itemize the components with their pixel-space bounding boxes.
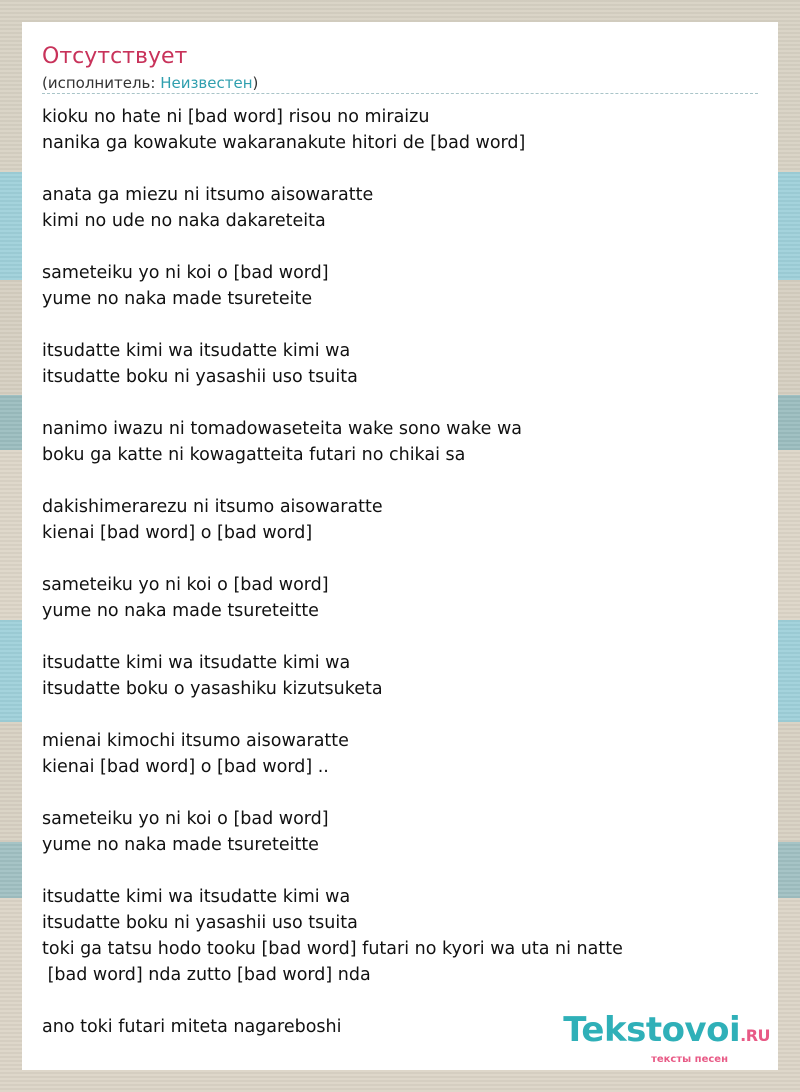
lyric-line: kimi no ude no naka dakareteita [42, 211, 326, 231]
stanza-break [42, 702, 758, 728]
artist-line [42, 74, 258, 92]
lyric-line: kienai [bad word] o [bad word] [42, 523, 313, 543]
lyrics-card [22, 22, 778, 1070]
lyric-line: boku ga katte ni kowagatteita futari no chikai sa [42, 445, 466, 465]
stanza-break [42, 858, 758, 884]
header-divider [42, 93, 758, 94]
stanza-break [42, 780, 758, 806]
lyric-line: yume no naka made tsureteitte [42, 601, 319, 621]
lyric-line: sameteiku yo ni koi o [bad word] [42, 263, 329, 283]
site-logo[interactable] [560, 1010, 770, 1065]
logo-tagline: тексты песен [651, 1054, 728, 1065]
lyric-line: itsudatte kimi wa itsudatte kimi wa [42, 653, 351, 673]
song-title: Отсутствует [42, 44, 188, 69]
lyric-line: [bad word] nda zutto [bad word] nda [42, 965, 371, 985]
artist-prefix: (исполнитель: [42, 74, 161, 92]
logo-wordmark [560, 1012, 770, 1054]
lyric-line: sameteiku yo ni koi o [bad word] [42, 575, 329, 595]
lyric-line: nanika ga kowakute wakaranakute hitori de [bad word] [42, 133, 526, 153]
logo-main-text: Tekstovoi [563, 1010, 741, 1050]
stanza-break [42, 156, 758, 182]
lyric-line: toki ga tatsu hodo tooku [bad word] futari no kyori wa uta ni natte [42, 939, 623, 959]
lyric-line: nanimo iwazu ni tomadowaseteita wake sono wake wa [42, 419, 523, 439]
lyric-line: yume no naka made tsureteite [42, 289, 313, 309]
stanza-break [42, 546, 758, 572]
lyric-line: kioku no hate ni [bad word] risou no miraizu [42, 107, 430, 127]
logo-tld: .RU [740, 1026, 770, 1045]
lyric-line: itsudatte boku o yasashiku kizutsuketa [42, 679, 383, 699]
lyric-line: mienai kimochi itsumo aisowaratte [42, 731, 349, 751]
lyric-line: ano toki futari miteta nagareboshi [42, 1017, 342, 1037]
lyric-line: dakishimerarezu ni itsumo aisowaratte [42, 497, 383, 517]
lyric-line: anata ga miezu ni itsumo aisowaratte [42, 185, 374, 205]
lyric-line: itsudatte boku ni yasashii uso tsuita [42, 367, 358, 387]
lyrics-body [42, 104, 758, 1040]
stanza-break [42, 234, 758, 260]
lyric-line: sameteiku yo ni koi o [bad word] [42, 809, 329, 829]
lyric-line: itsudatte kimi wa itsudatte kimi wa [42, 887, 351, 907]
artist-link[interactable]: Неизвестен [160, 74, 253, 92]
lyric-line: kienai [bad word] o [bad word] .. [42, 757, 329, 777]
artist-suffix: ) [252, 74, 259, 92]
stanza-break [42, 312, 758, 338]
lyric-line: itsudatte kimi wa itsudatte kimi wa [42, 341, 351, 361]
stanza-break [42, 624, 758, 650]
lyric-line: yume no naka made tsureteitte [42, 835, 319, 855]
stanza-break [42, 468, 758, 494]
lyric-line: itsudatte boku ni yasashii uso tsuita [42, 913, 358, 933]
stanza-break [42, 390, 758, 416]
